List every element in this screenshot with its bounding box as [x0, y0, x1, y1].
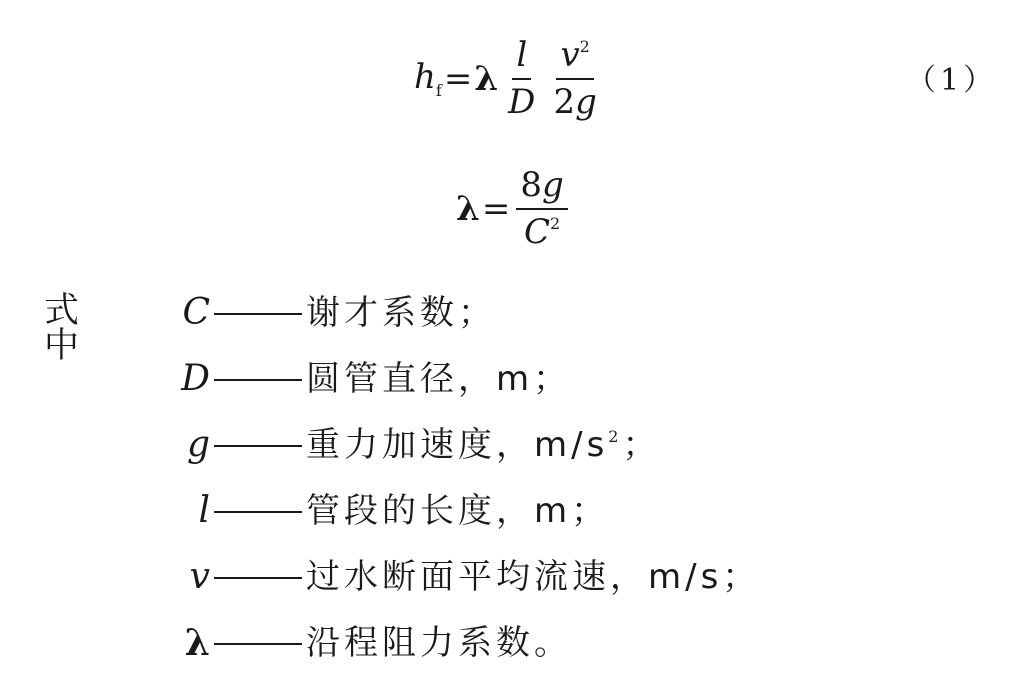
eq1-frac2-numerator [556, 35, 593, 80]
definition-text-main: 重力加速度，m/s [306, 425, 609, 465]
definition-text [306, 425, 661, 465]
definition-text [306, 623, 572, 663]
definition-text-main: 谢才系数； [306, 293, 496, 333]
definition-row-c [172, 288, 892, 338]
eq2-numerator [516, 165, 567, 210]
eq2-lambda: λ [456, 189, 480, 230]
equation-darcy-weisbach [414, 35, 605, 122]
eq2-num-g: g [541, 165, 564, 205]
eq1-den-coef: 2 [553, 81, 576, 122]
eq1-frac1-denominator: D [508, 81, 536, 122]
definition-text [306, 359, 572, 399]
eq1-lhs [414, 56, 442, 100]
definition-text-main: 圆管直径，m； [306, 359, 572, 399]
definition-symbol: l [198, 490, 210, 531]
eq1-equals: = [443, 59, 473, 100]
definition-text-main: 过水断面平均流速，m/s； [306, 557, 761, 597]
eq1-h: h [414, 56, 436, 97]
definition-row-d [172, 354, 892, 404]
definition-row-g [172, 420, 892, 470]
definition-row-v [172, 552, 892, 602]
eq1-den-g: g [575, 81, 597, 122]
eq1-frac1-numerator: l [512, 38, 531, 80]
definition-text [306, 293, 496, 333]
definition-text [306, 491, 610, 531]
definition-dash [214, 445, 302, 447]
definition-text-main: 管段的长度，m； [306, 491, 610, 531]
definition-exponent: 2 [608, 427, 623, 446]
eq2-den-c: C [523, 211, 550, 252]
definition-text-main: 沿程阻力系数。 [306, 623, 572, 663]
definition-dash [214, 511, 302, 513]
definition-symbol: v [189, 556, 210, 597]
eq2-fraction-8g-over-c2 [516, 165, 567, 252]
eq1-v: v [560, 35, 580, 75]
definition-symbol: g [186, 424, 210, 465]
definition-dash [214, 577, 302, 579]
eq1-v-exponent: 2 [579, 37, 590, 56]
eq1-fraction-v2-over-2g [549, 35, 600, 122]
eq1-subscript-f: f [435, 80, 442, 100]
definition-text [306, 557, 761, 597]
eq2-denominator [520, 210, 564, 251]
eq1-fraction-l-over-d [504, 35, 539, 122]
definition-dash [214, 643, 302, 645]
definition-text-tail: ； [622, 425, 661, 465]
eq2-equals: = [481, 189, 511, 230]
equation-number: （1） [906, 63, 998, 98]
definition-symbol: λ [184, 622, 210, 664]
definitions-intro: 式中 [44, 291, 86, 366]
eq1-frac2-denominator [549, 80, 600, 121]
definition-dash [214, 313, 302, 315]
definition-row-l [172, 486, 892, 536]
equation-lambda-chezy [456, 165, 572, 252]
eq1-lambda: λ [474, 59, 499, 100]
definition-dash [214, 379, 302, 381]
eq2-den-exponent: 2 [549, 213, 561, 233]
definition-row-lambda [172, 618, 892, 668]
eq2-num-coef: 8 [520, 165, 542, 205]
definition-symbol: C [182, 292, 210, 333]
definition-symbol: D [181, 358, 210, 399]
